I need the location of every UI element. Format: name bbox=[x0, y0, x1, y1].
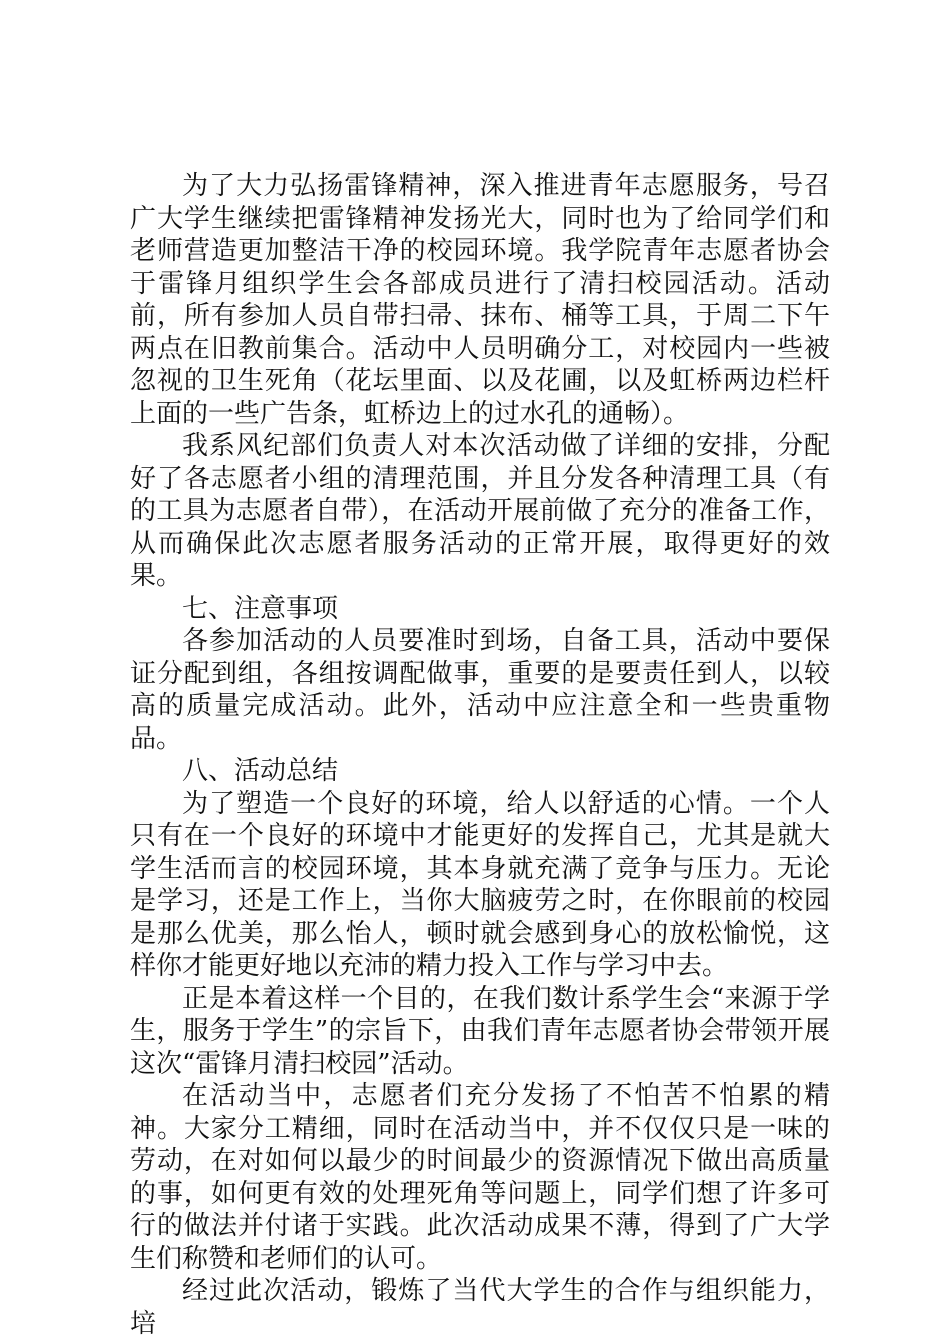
paragraph-environment: 为了塑造一个良好的环境，给人以舒适的心情。一个人只有在一个良好的环境中才能更好的发挥自己，尤其是就大学生活而言的校园环境，其本身就充满了竞争与压力。无论是学习，还是工作上，当你大脑疲劳之时，在你眼前的校园是那么优美，那么怡人，顿时就会感到身心的放松愉悦，这样你才能更好地以充沛的精力投入工作与学习中去。 bbox=[130, 788, 830, 981]
section-heading-notes: 七、注意事项 bbox=[182, 593, 339, 624]
paragraph-conclusion: 经过此次活动，锻炼了当代大学生的合作与组织能力，培 bbox=[130, 1276, 830, 1339]
paragraph-activity: 在活动当中，志愿者们充分发扬了不怕苦不怕累的精神。大家分工精细，同时在活动当中，并不仅仅只是一味的劳动，在对如何以最少的时间最少的资源情况下做出高质量的事，如何更有效的处理死角等问题上，同学们想了许多可行的做法并付诸于实践。此次活动成果不薄，得到了广大学生们称赞和老师们的认可。 bbox=[130, 1081, 830, 1274]
paragraph-purpose: 正是本着这样一个目的，在我们数计系学生会“来源于学生，服务于学生”的宗旨下，由我们青年志愿者协会带领开展这次“雷锋月清扫校园”活动。 bbox=[130, 983, 830, 1079]
paragraph-notes: 各参加活动的人员要准时到场，自备工具，活动中要保证分配到组，各组按调配做事，重要的是要责任到人，以较高的质量完成活动。此外，活动中应注意全和一些贵重物品。 bbox=[130, 626, 830, 754]
paragraph-arrangement: 我系风纪部们负责人对本次活动做了详细的安排，分配好了各志愿者小组的清理范围，并且分发各种清理工具（有的工具为志愿者自带），在活动开展前做了充分的准备工作，从而确保此次志愿者服务活动的正常开展，取得更好的效果。 bbox=[130, 431, 830, 591]
section-heading-summary: 八、活动总结 bbox=[182, 756, 339, 786]
document-body bbox=[130, 170, 830, 1340]
paragraph-intro: 为了大力弘扬雷锋精神，深入推进青年志愿服务，号召广大学生继续把雷锋精神发扬光大，同时也为了给同学们和老师营造更加整洁干净的校园环境。我学院青年志愿者协会于雷锋月组织学生会各部成员进行了清扫校园活动。活动前，所有参加人员自带扫帚、抹布、桶等工具，于周二下午两点在旧教前集合。活动中人员明确分工，对校园内一些被忽视的卫生死角（花坛里面、以及花圃，以及虹桥两边栏杆上面的一些广告条，虹桥边上的过水孔的通畅）。 bbox=[130, 171, 830, 429]
